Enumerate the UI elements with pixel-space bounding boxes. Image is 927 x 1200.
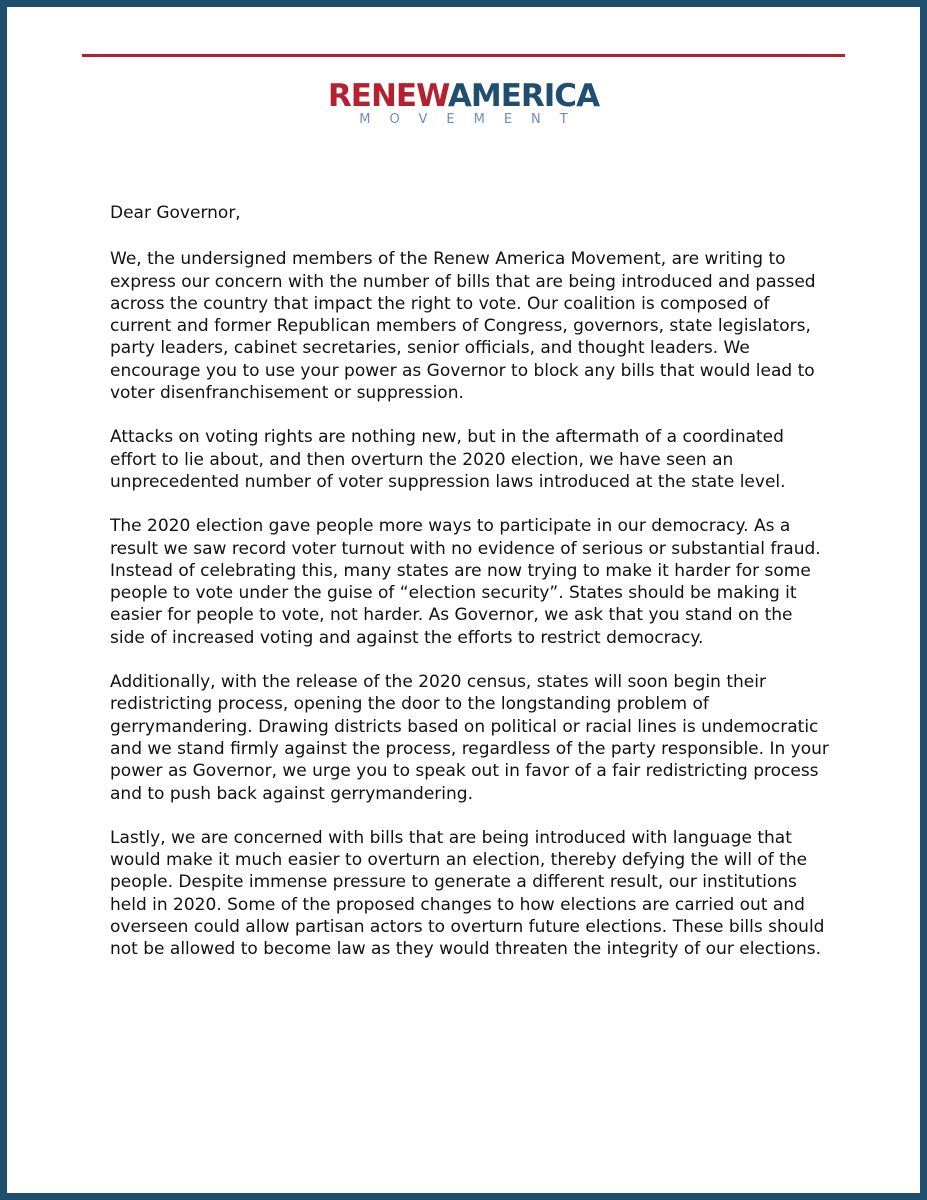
logo-subtitle: MOVEMENT xyxy=(359,112,587,127)
logo-word-america: AMERICA xyxy=(447,78,600,114)
paragraph-3: The 2020 election gave people more ways to participate in our democracy. As a result we saw record voter turnout with no evidence of serious or substantial fraud. Instead of celebrating this, many states are now trying to make it harder for some people to vote under the guise of “election security”. States should be making it easier for people to vote, not harder. As Governor, we ask that you stand on the side of increased voting and against the efforts to restrict democracy. xyxy=(110,516,821,648)
salutation: Dear Governor, xyxy=(110,203,241,223)
paragraph-4: Additionally, with the release of the 2020 census, states will soon begin their redistricting process, opening the door to the longstanding problem of gerrymandering. Drawing districts based on political or racial lines is undemocratic and we stand firmly against the process, regardless of the party responsible. In your power as Governor, we urge you to speak out in favor of a fair redistricting process and to push back against gerrymandering. xyxy=(110,672,829,804)
letter-body xyxy=(110,202,830,983)
header-rule xyxy=(82,54,845,57)
logo-wordmark xyxy=(0,78,927,114)
paragraph-1: We, the undersigned members of the Renew America Movement, are writing to express our concern with the number of bills that are being introduced and passed across the country that impact the right to vote. Our coalition is composed of current and former Republican members of Congress, governors, state legislators, party leaders, cabinet secretaries, senior officials, and thought leaders. We encourage you to use your power as Governor to block any bills that would lead to voter disenfranchisement or suppression. xyxy=(110,249,816,404)
paragraph-2: Attacks on voting rights are nothing new, but in the aftermath of a coordinated effort to lie about, and then overturn the 2020 election, we have seen an unprecedented number of voter suppression laws introduced at the state level. xyxy=(110,427,786,492)
renew-america-logo xyxy=(0,78,927,127)
logo-word-renew: RENEW xyxy=(327,78,448,114)
paragraph-5: Lastly, we are concerned with bills that are being introduced with language that would make it much easier to overturn an election, thereby defying the will of the people. Despite immense pressure to generate a different result, our institutions held in 2020. Some of the proposed changes to how elections are carried out and overseen could allow partisan actors to overturn future elections. These bills should not be allowed to become law as they would threaten the integrity of our elections. xyxy=(110,827,825,960)
